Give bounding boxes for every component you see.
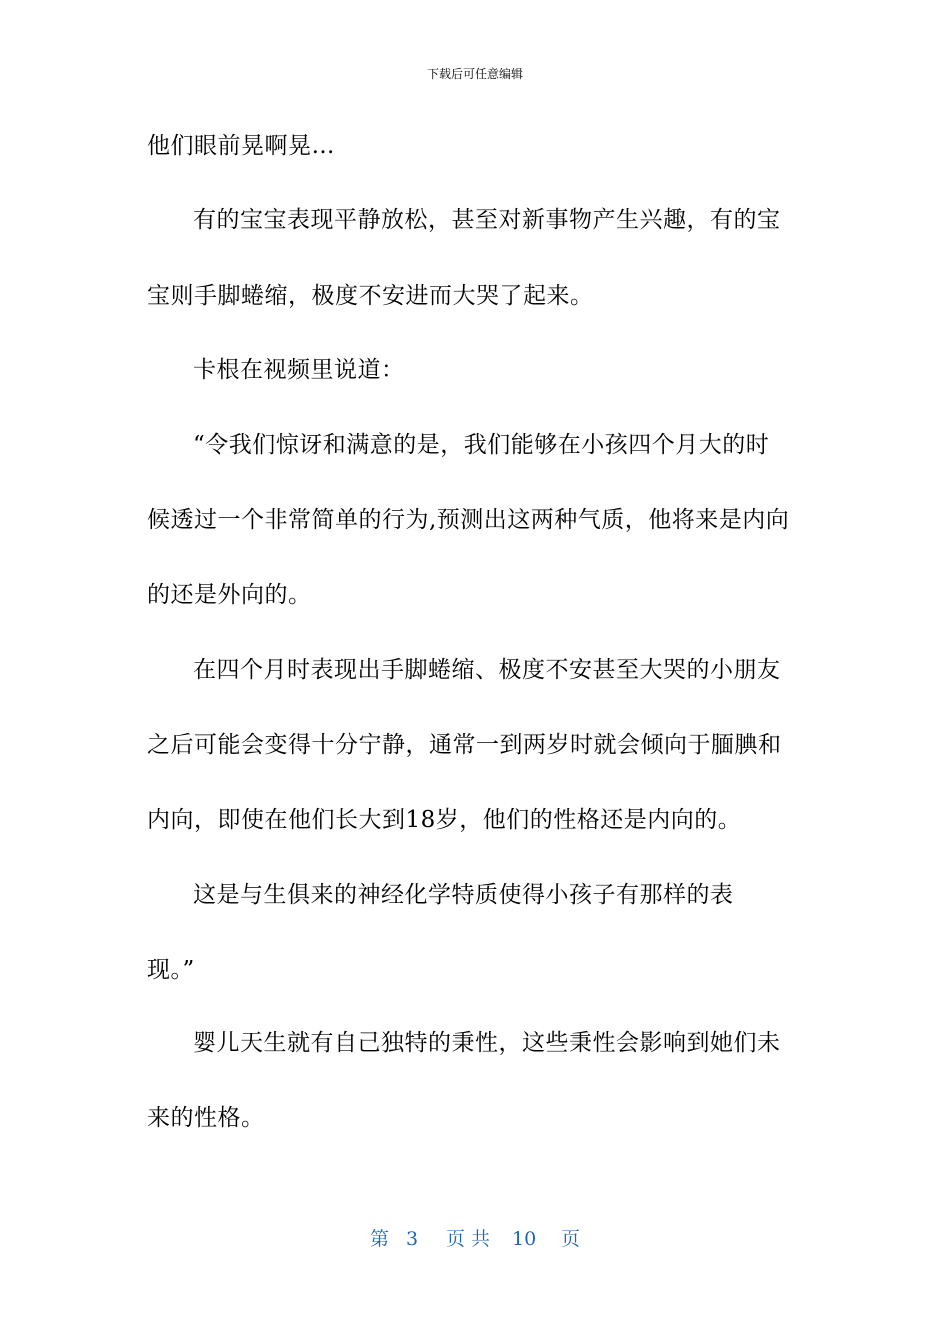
paragraph-line: 在四个月时表现出手脚蜷缩、极度不安甚至大哭的小朋友: [193, 657, 781, 683]
page-footer: [0, 1226, 950, 1252]
paragraph-line: 他们眼前晃啊晃…: [147, 133, 335, 159]
total-pages-number: 10: [512, 1228, 537, 1250]
paragraph-line: 来的性格。: [147, 1105, 265, 1131]
paragraph-line: 有的宝宝表现平静放松，甚至对新事物产生兴趣，有的宝: [193, 207, 781, 233]
paragraph-line: 卡根在视频里说道：: [193, 357, 405, 383]
paragraph-line: 的还是外向的。: [147, 582, 312, 608]
paragraph-line: 这是与生俱来的神经化学特质使得小孩子有那样的表: [193, 882, 734, 908]
paragraph-line: 内向，即使在他们长大到18岁，他们的性格还是内向的。: [147, 807, 742, 833]
paragraph-line: 现。”: [147, 957, 195, 983]
paragraph-line: “令我们惊讶和满意的是，我们能够在小孩四个月大的时: [193, 432, 770, 458]
paragraph-line: 之后可能会变得十分宁静，通常一到两岁时就会倾向于腼腆和: [147, 732, 782, 758]
current-page-number: 3: [406, 1228, 419, 1250]
paragraph-line: 婴儿天生就有自己独特的秉性，这些秉性会影响到她们未: [193, 1030, 781, 1056]
page-header-note: 下载后可任意编辑: [426, 67, 523, 81]
paragraph-line: 宝则手脚蜷缩，极度不安进而大哭了起来。: [147, 283, 594, 309]
paragraph-line: 候透过一个非常简单的行为,预测出这两种气质，他将来是内向: [147, 507, 790, 533]
page-label-mid: 页 共: [446, 1228, 491, 1250]
page-label-suffix: 页: [561, 1228, 581, 1250]
page-label-prefix: 第: [370, 1228, 390, 1250]
